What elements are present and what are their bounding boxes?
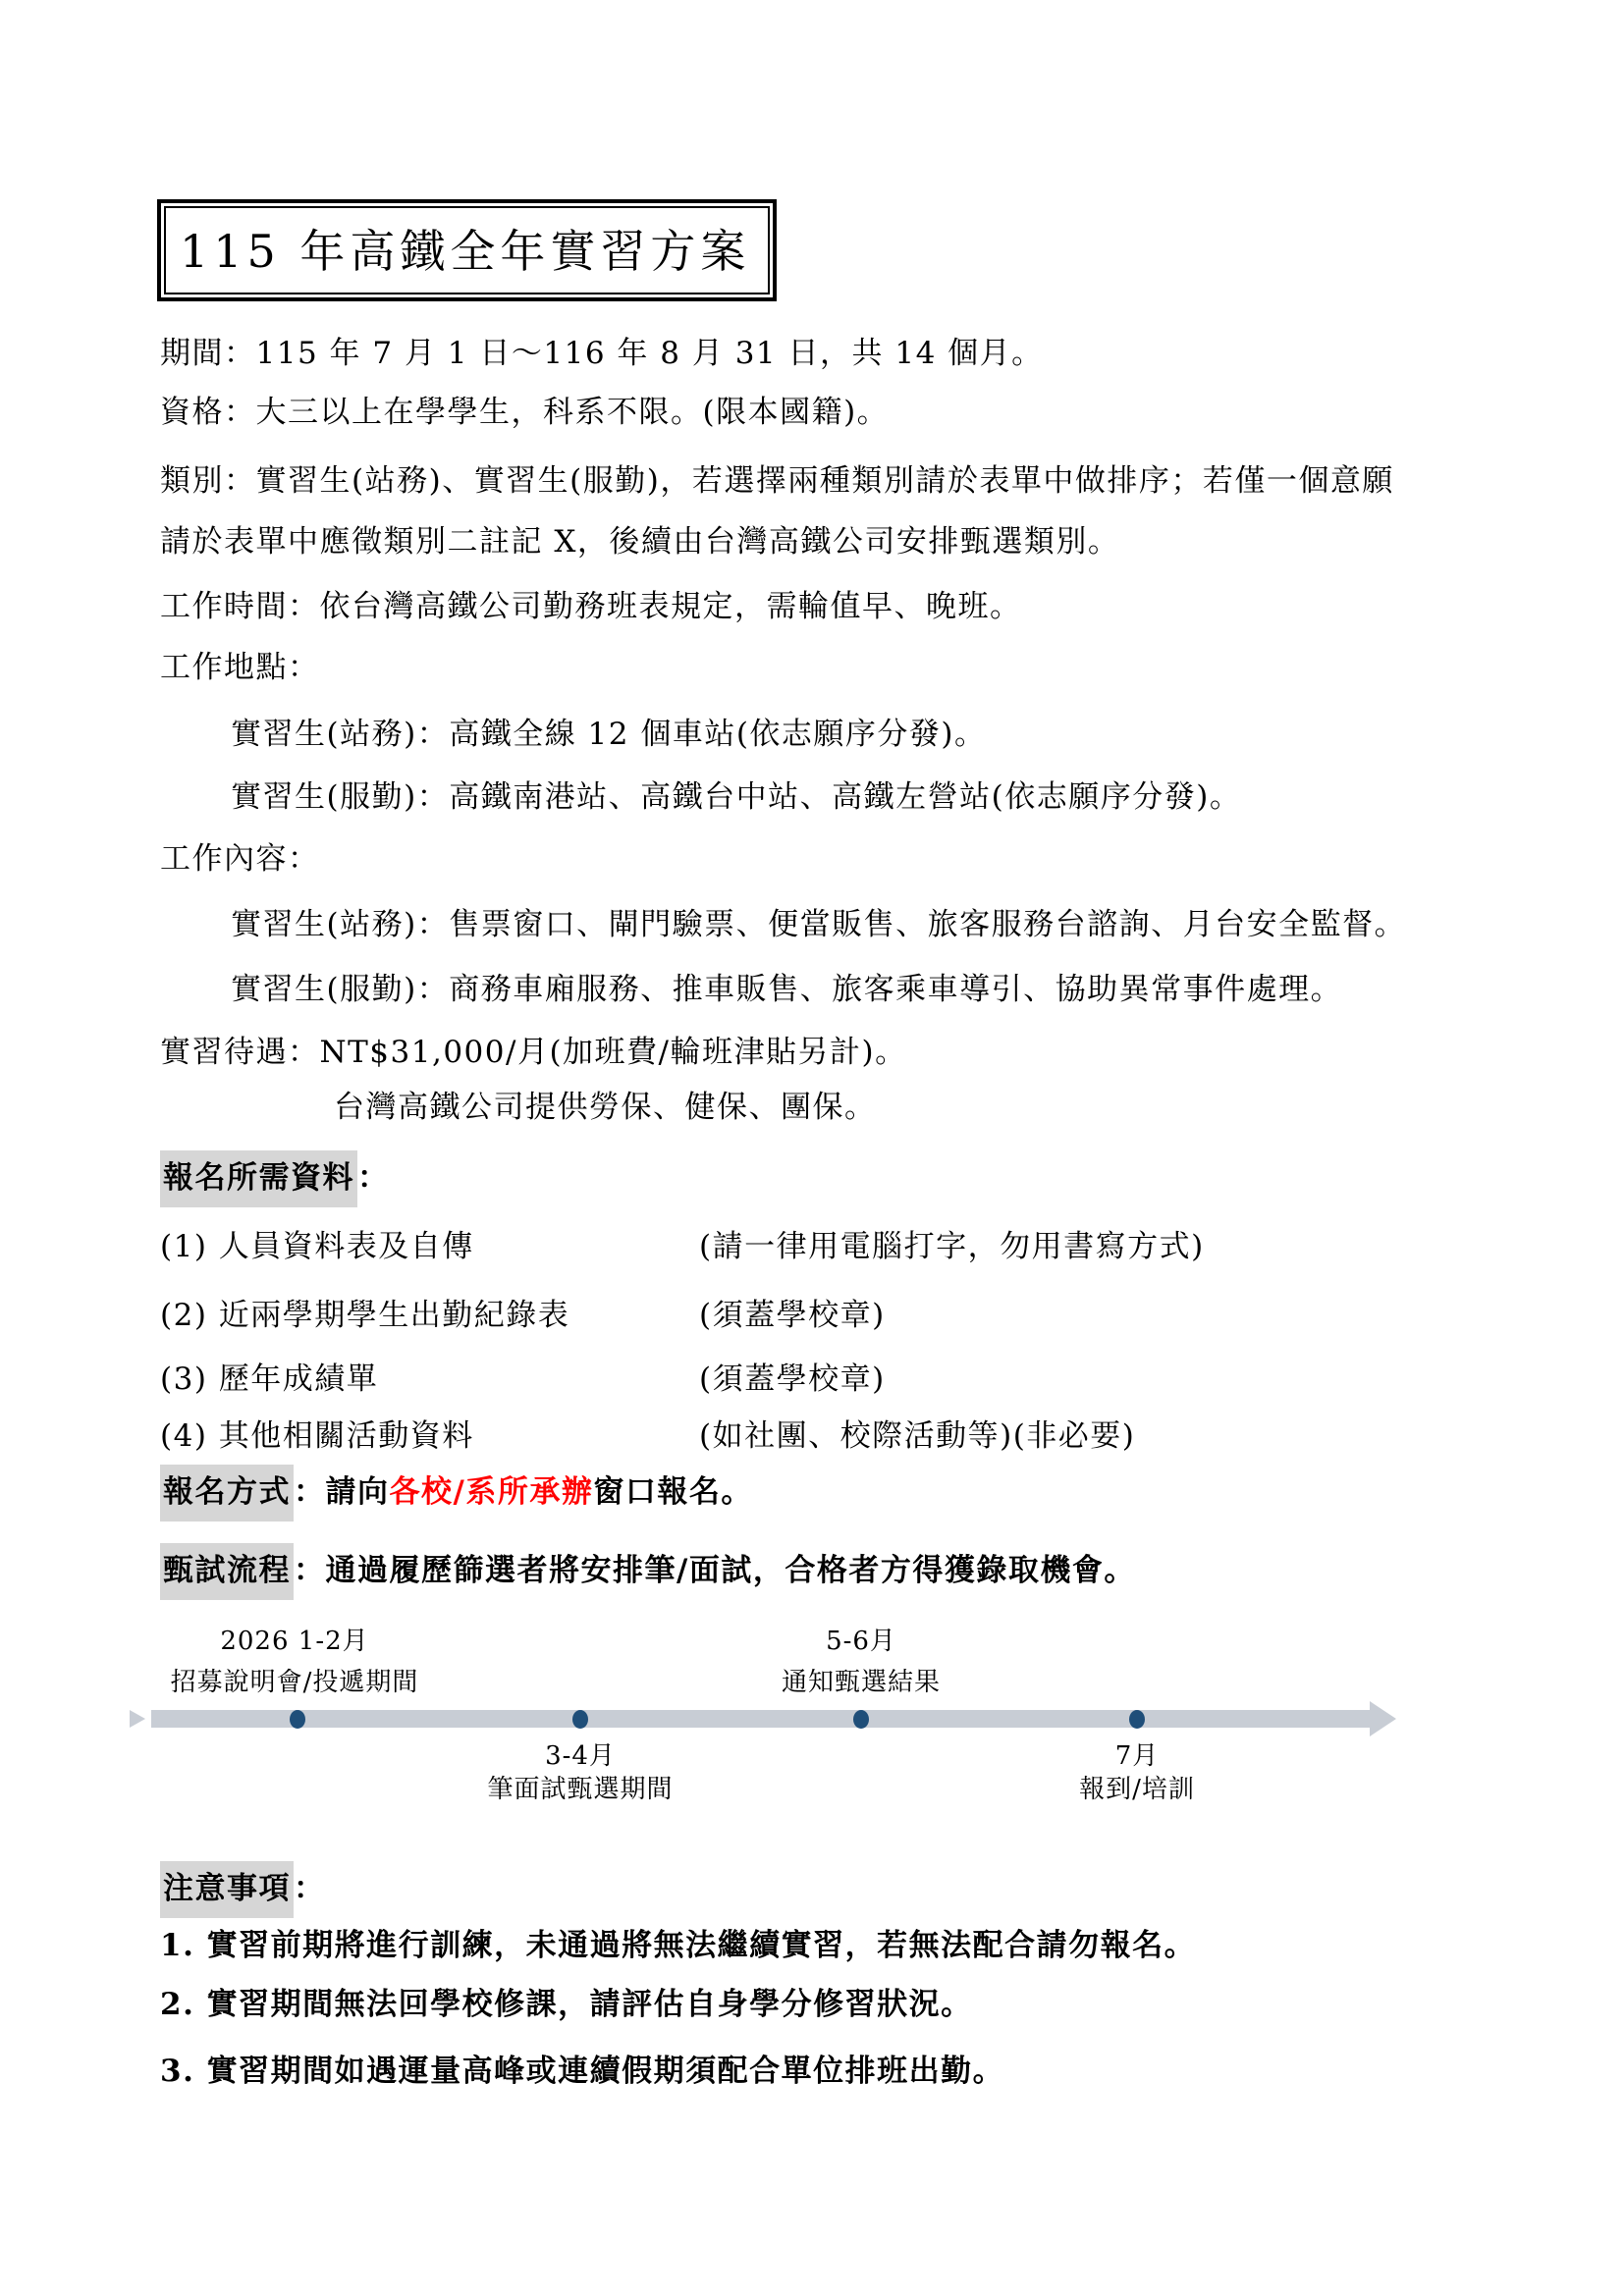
timeline-dot bbox=[1129, 1710, 1145, 1729]
document-item-name: (1) 人員資料表及自傳 bbox=[160, 1229, 474, 1264]
application-method-line bbox=[160, 1465, 753, 1522]
timeline-dot bbox=[290, 1710, 305, 1729]
document-item-name: (4) 其他相關活動資料 bbox=[160, 1418, 474, 1454]
documents-heading: 報名所需資料 bbox=[160, 1150, 357, 1207]
note-item: 3. 實習期間如遇運量高峰或連續假期須配合單位排班出勤。 bbox=[160, 2054, 1005, 2089]
document-item-note: (請一律用電腦打字，勿用書寫方式) bbox=[699, 1229, 1205, 1264]
salary-line: 實習待遇：NT$31,000/月(加班費/輪班津貼另計)。 bbox=[160, 1035, 907, 1070]
timeline-dot bbox=[572, 1710, 588, 1729]
timeline-date: 5-6月 bbox=[826, 1627, 896, 1656]
title-box bbox=[157, 199, 777, 301]
selection-process-heading: 甄試流程 bbox=[160, 1543, 294, 1600]
application-method-red-text: 各校/系所承辦 bbox=[389, 1474, 594, 1510]
timeline-label: 報到/培訓 bbox=[1079, 1775, 1195, 1804]
timeline-dot bbox=[853, 1710, 869, 1729]
note-item: 2. 實習期間無法回學校修課，請評估自身學分修習狀況。 bbox=[160, 1987, 973, 2022]
timeline-bar bbox=[151, 1710, 1370, 1728]
application-method-heading: 報名方式 bbox=[160, 1465, 294, 1522]
notes-heading-colon: ： bbox=[294, 1871, 326, 1906]
timeline-label: 筆面試甄選期間 bbox=[487, 1775, 674, 1804]
timeline-date: 7月 bbox=[1114, 1741, 1160, 1771]
timeline-date: 2026 1-2月 bbox=[220, 1627, 369, 1656]
content-service-line: 實習生(服勤)：商務車廂服務、推車販售、旅客乘車導引、協助異常事件處理。 bbox=[231, 972, 1343, 1007]
period-line: 期間：115 年 7 月 1 日～116 年 8 月 31 日，共 14 個月。 bbox=[160, 336, 1044, 371]
document-item-name: (2) 近兩學期學生出勤紀錄表 bbox=[160, 1298, 570, 1333]
timeline-label: 招募說明會/投遞期間 bbox=[170, 1668, 419, 1697]
work-location-heading: 工作地點： bbox=[160, 650, 320, 685]
timeline-start-chevron bbox=[130, 1710, 145, 1728]
document-item-row bbox=[160, 1294, 886, 1337]
category-line-1: 類別：實習生(站務)、實習生(服勤)，若選擇兩種類別請於表單中做排序；若僅一個意願 bbox=[160, 463, 1394, 499]
timeline-arrowhead-icon bbox=[1370, 1701, 1396, 1736]
location-station-line: 實習生(站務)：高鐵全線 12 個車站(依志願序分發)。 bbox=[231, 717, 987, 752]
note-item: 1. 實習前期將進行訓練，未通過將無法繼續實習，若無法配合請勿報名。 bbox=[160, 1928, 1197, 1963]
timeline-label: 通知甄選結果 bbox=[781, 1668, 941, 1697]
document-item-row bbox=[160, 1415, 1135, 1458]
document-item-row bbox=[160, 1225, 1205, 1268]
insurance-line: 台灣高鐵公司提供勞保、健保、團保。 bbox=[334, 1090, 877, 1125]
work-time-line: 工作時間：依台灣高鐵公司勤務班表規定，需輪值早、晚班。 bbox=[160, 589, 1022, 624]
notes-heading-line bbox=[160, 1861, 326, 1918]
documents-heading-colon: ： bbox=[357, 1160, 390, 1196]
document-item-note: (如社團、校際活動等)(非必要) bbox=[699, 1418, 1136, 1454]
category-line-2: 請於表單中應徵類別二註記 X，後續由台灣高鐵公司安排甄選類別。 bbox=[160, 524, 1120, 560]
content-station-line: 實習生(站務)：售票窗口、閘門驗票、便當販售、旅客服務台諮詢、月台安全監督。 bbox=[231, 907, 1407, 942]
timeline-date: 3-4月 bbox=[545, 1741, 616, 1771]
selection-process-line bbox=[160, 1543, 1136, 1600]
document-item-name: (3) 歷年成績單 bbox=[160, 1362, 379, 1397]
page-title: 115 年高鐵全年實習方案 bbox=[164, 206, 770, 294]
work-content-heading: 工作內容： bbox=[160, 841, 320, 877]
document-item-row bbox=[160, 1358, 886, 1401]
notes-heading: 注意事項 bbox=[160, 1861, 294, 1918]
documents-heading-line bbox=[160, 1150, 390, 1207]
application-method-post: 窗口報名。 bbox=[593, 1474, 753, 1510]
location-service-line: 實習生(服勤)：高鐵南港站、高鐵台中站、高鐵左營站(依志願序分發)。 bbox=[231, 779, 1242, 815]
selection-process-text: ：通過履歷篩選者將安排筆/面試，合格者方得獲錄取機會。 bbox=[294, 1553, 1136, 1588]
qualification-line: 資格：大三以上在學學生，科系不限。(限本國籍)。 bbox=[160, 395, 890, 430]
document-item-note: (須蓋學校章) bbox=[699, 1298, 886, 1333]
document-item-note: (須蓋學校章) bbox=[699, 1362, 886, 1397]
application-method-pre: ：請向 bbox=[294, 1474, 390, 1510]
